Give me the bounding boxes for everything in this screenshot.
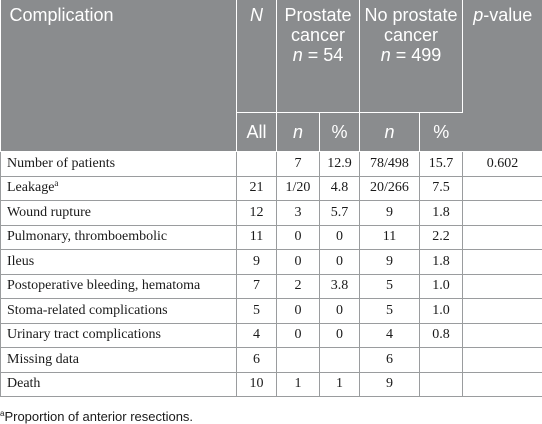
header-prostate-cancer — [277, 0, 360, 113]
table-row — [1, 152, 542, 177]
complication-label: Ileus — [7, 254, 34, 269]
cell-all: 7 — [237, 274, 277, 299]
cell-p-value — [463, 201, 542, 226]
cell-noprostate-n: 5 — [360, 299, 420, 324]
cell-prostate-n: 2 — [277, 274, 320, 299]
cell-prostate-n: 0 — [277, 250, 320, 275]
header-prostate-n-symbol: n — [293, 45, 303, 65]
header-complication: Complication — [1, 0, 237, 152]
header-no-prostate-cancer — [360, 0, 463, 113]
cell-noprostate-n: 5 — [360, 274, 420, 299]
cell-all: 4 — [237, 323, 277, 348]
cell-noprostate-n: 9 — [360, 372, 420, 397]
cell-prostate-pct — [320, 348, 360, 373]
cell-p-value — [463, 250, 542, 275]
table-row — [1, 348, 542, 373]
complication-label: Missing data — [7, 352, 79, 367]
cell-p-value — [463, 176, 542, 201]
cell-noprostate-pct: 15.7 — [420, 152, 463, 177]
complication-label: Wound rupture — [7, 205, 91, 220]
subheader-prostate-pct: % — [320, 113, 360, 152]
table-row — [1, 299, 542, 324]
header-noprostate-title: No prostate cancer — [364, 5, 457, 45]
header-n: N — [237, 0, 277, 113]
cell-noprostate-n: 4 — [360, 323, 420, 348]
cell-all: 21 — [237, 176, 277, 201]
header-p-symbol: p — [473, 5, 483, 25]
cell-complication — [1, 225, 237, 250]
cell-all: 11 — [237, 225, 277, 250]
cell-all: 12 — [237, 201, 277, 226]
cell-all: 9 — [237, 250, 277, 275]
cell-prostate-n: 1 — [277, 372, 320, 397]
subheader-noprostate-n: n — [360, 113, 420, 152]
cell-prostate-pct: 12.9 — [320, 152, 360, 177]
header-p-rest: -value — [483, 5, 532, 25]
cell-p-value — [463, 323, 542, 348]
header-noprostate-n-value: = 499 — [391, 45, 442, 65]
cell-noprostate-pct — [420, 348, 463, 373]
table-row — [1, 176, 542, 201]
cell-complication — [1, 250, 237, 275]
cell-complication — [1, 323, 237, 348]
cell-all: 10 — [237, 372, 277, 397]
subheader-all: All — [237, 113, 277, 152]
cell-noprostate-pct: 7.5 — [420, 176, 463, 201]
cell-prostate-pct: 1 — [320, 372, 360, 397]
cell-complication — [1, 274, 237, 299]
cell-prostate-n: 0 — [277, 323, 320, 348]
table-body — [1, 152, 542, 397]
cell-noprostate-pct: 0.8 — [420, 323, 463, 348]
cell-p-value — [463, 274, 542, 299]
cell-prostate-pct: 0 — [320, 225, 360, 250]
table-row — [1, 323, 542, 348]
cell-noprostate-n: 11 — [360, 225, 420, 250]
cell-prostate-n: 0 — [277, 299, 320, 324]
cell-complication — [1, 372, 237, 397]
cell-noprostate-pct: 1.8 — [420, 250, 463, 275]
cell-prostate-n — [277, 348, 320, 373]
header-p-value — [463, 0, 542, 152]
cell-all: 6 — [237, 348, 277, 373]
subheader-noprostate-pct: % — [420, 113, 463, 152]
cell-p-value — [463, 225, 542, 250]
complication-label: Urinary tract complications — [7, 327, 161, 342]
cell-p-value — [463, 372, 542, 397]
header-noprostate-n-symbol: n — [381, 45, 391, 65]
cell-prostate-n: 7 — [277, 152, 320, 177]
subheader-prostate-n: n — [277, 113, 320, 152]
header-prostate-title: Prostate cancer — [284, 5, 351, 45]
table-row — [1, 274, 542, 299]
cell-all — [237, 152, 277, 177]
footnote-text: Proportion of anterior resections. — [4, 409, 193, 424]
cell-noprostate-pct: 1.0 — [420, 274, 463, 299]
table-row — [1, 225, 542, 250]
cell-p-value — [463, 299, 542, 324]
cell-noprostate-pct: 1.0 — [420, 299, 463, 324]
footnote-marker: a — [0, 409, 4, 418]
cell-p-value: 0.602 — [463, 152, 542, 177]
cell-prostate-pct: 0 — [320, 299, 360, 324]
cell-prostate-pct: 0 — [320, 250, 360, 275]
complication-label: Death — [7, 376, 40, 391]
complication-label: Stoma-related complications — [7, 303, 168, 318]
cell-prostate-pct: 3.8 — [320, 274, 360, 299]
table-row — [1, 201, 542, 226]
cell-prostate-n: 3 — [277, 201, 320, 226]
cell-prostate-n: 0 — [277, 225, 320, 250]
cell-complication — [1, 201, 237, 226]
cell-noprostate-n: 9 — [360, 250, 420, 275]
cell-prostate-pct: 0 — [320, 323, 360, 348]
cell-complication — [1, 299, 237, 324]
table-footnote — [0, 409, 542, 424]
cell-prostate-pct: 4.8 — [320, 176, 360, 201]
cell-noprostate-n: 78/498 — [360, 152, 420, 177]
cell-noprostate-n: 6 — [360, 348, 420, 373]
cell-noprostate-n: 9 — [360, 201, 420, 226]
cell-noprostate-pct: 1.8 — [420, 201, 463, 226]
cell-complication — [1, 152, 237, 177]
complication-label: Postoperative bleeding, hematoma — [7, 278, 200, 293]
complication-label: Pulmonary, thromboembolic — [7, 229, 167, 244]
cell-noprostate-pct — [420, 372, 463, 397]
cell-p-value — [463, 348, 542, 373]
complication-label: Number of patients — [7, 156, 115, 171]
cell-complication — [1, 176, 237, 201]
header-prostate-n-value: = 54 — [303, 45, 344, 65]
table-row — [1, 250, 542, 275]
cell-prostate-pct: 5.7 — [320, 201, 360, 226]
table-header — [1, 0, 542, 152]
cell-complication — [1, 348, 237, 373]
footnote-ref: a — [54, 178, 58, 188]
table-row — [1, 372, 542, 397]
cell-noprostate-pct: 2.2 — [420, 225, 463, 250]
cell-prostate-n: 1/20 — [277, 176, 320, 201]
cell-noprostate-n: 20/266 — [360, 176, 420, 201]
complication-label: Leakage — [7, 180, 54, 195]
cell-all: 5 — [237, 299, 277, 324]
